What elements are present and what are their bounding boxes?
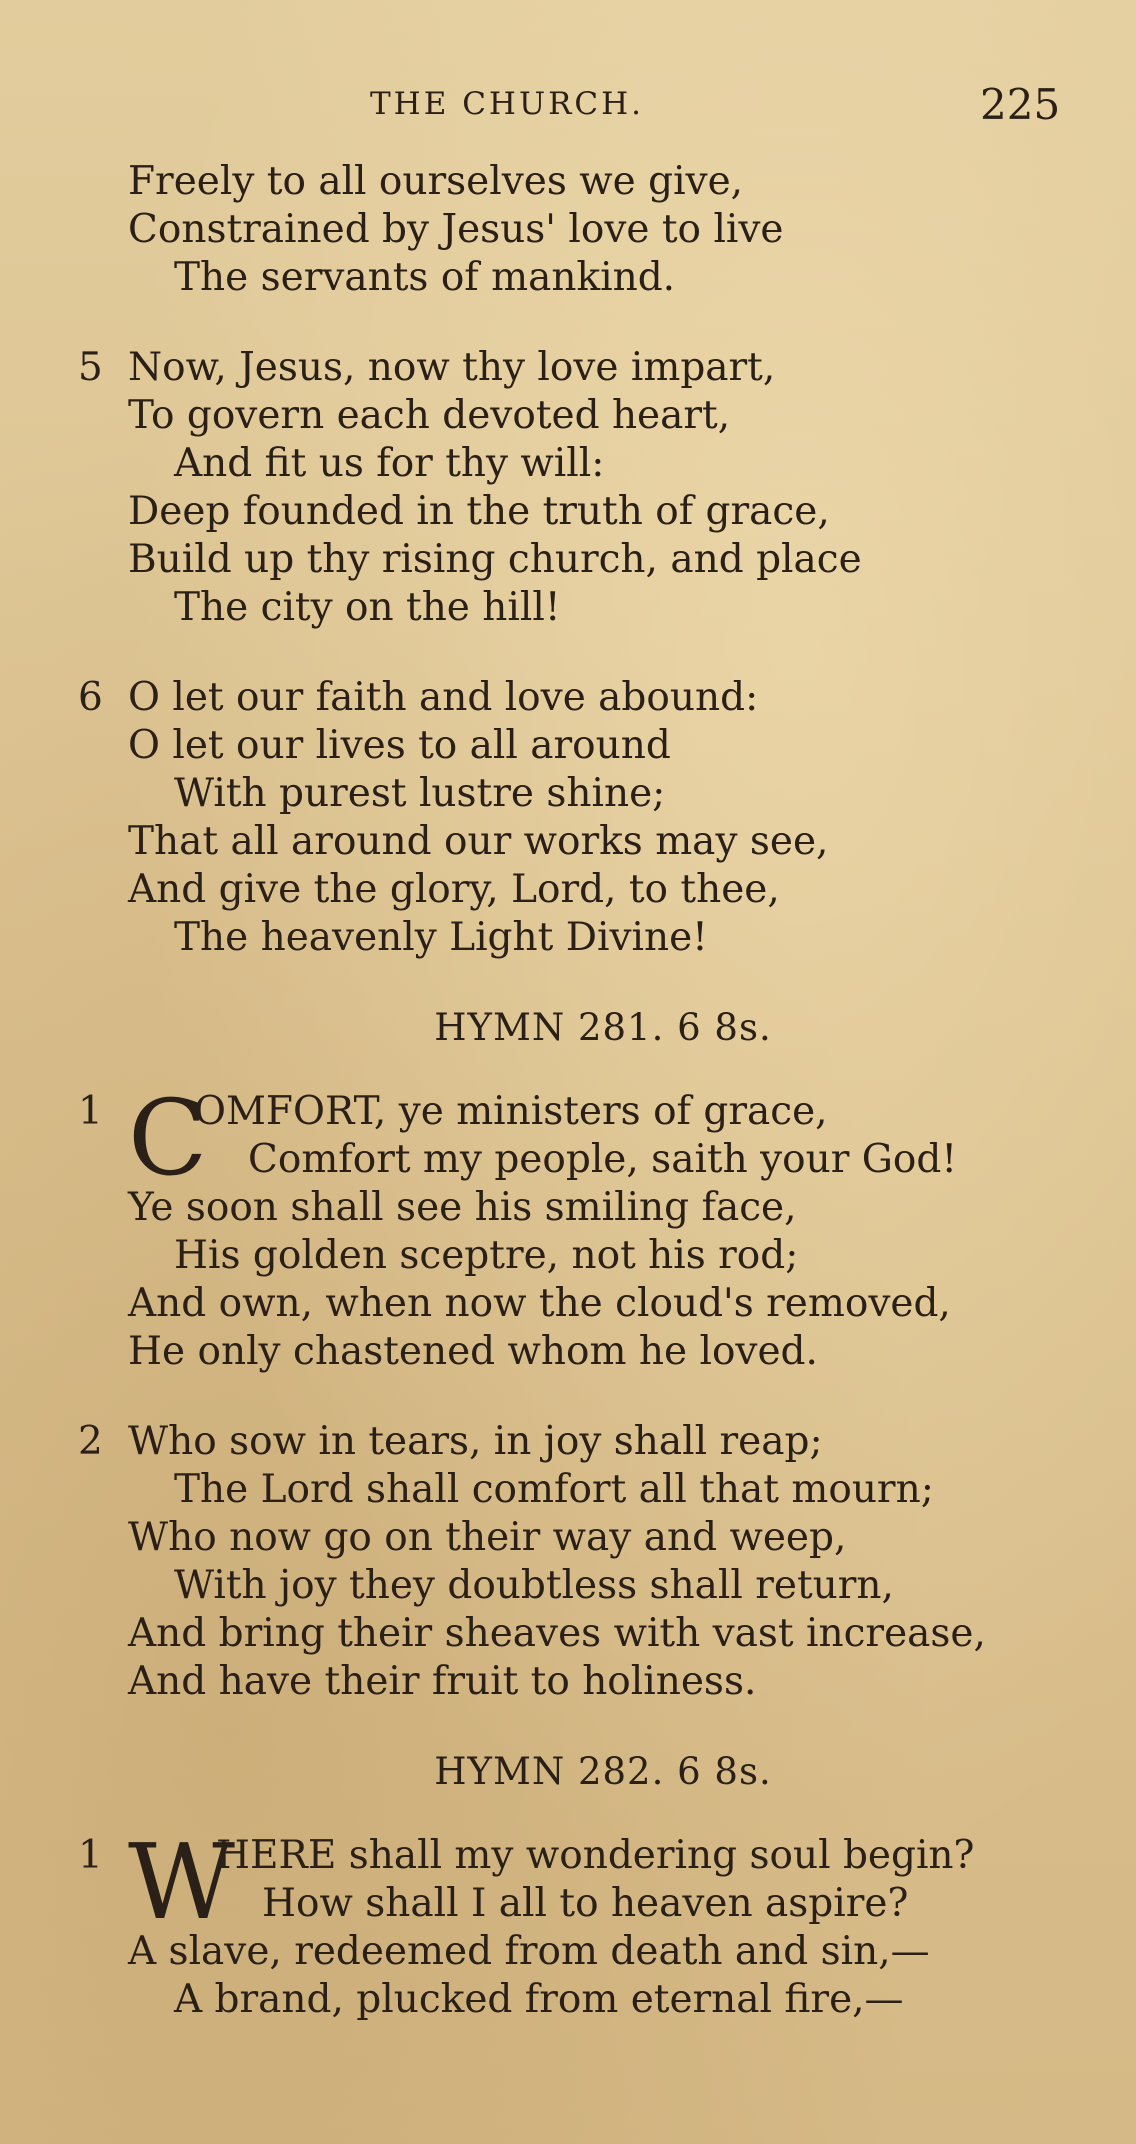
verse-line: With joy they doubtless shall return, [174, 1563, 894, 1608]
verse-line: Who now go on their way and weep, [128, 1515, 847, 1560]
page-content [78, 158, 1068, 2066]
verse-line: Now, Jesus, now thy love impart, [128, 345, 776, 390]
page-number: 225 [980, 80, 1061, 129]
verse-line: And have their fruit to holiness. [128, 1659, 757, 1704]
stanza-number: 6 [78, 675, 103, 720]
verse-line: Ye soon shall see his smiling face, [128, 1185, 797, 1230]
verse-line: Deep founded in the truth of grace, [128, 489, 830, 534]
verse-line: With purest lustre shine; [174, 771, 666, 816]
verse-line: How shall I all to heaven aspire? [262, 1881, 909, 1926]
stanza-number: 5 [78, 345, 103, 390]
hymn-282-title: HYMN 282. 6 8s. [434, 1750, 772, 1793]
verse-line: And own, when now the cloud's removed, [128, 1281, 951, 1326]
stanza-continuation [78, 158, 1068, 302]
verse-line: HERE shall my wondering soul begin? [216, 1833, 975, 1878]
verse-line: A brand, plucked from eternal fire,— [174, 1977, 904, 2022]
hymn-282-stanza-1 [78, 1821, 1068, 2024]
verse-line: Build up thy rising church, and place [128, 537, 862, 582]
verse-line: That all around our works may see, [128, 819, 829, 864]
hymn-281-title: HYMN 281. 6 8s. [434, 1006, 772, 1049]
verse-line: Constrained by Jesus' love to live [128, 207, 784, 252]
verse-line: His golden sceptre, not his rod; [174, 1233, 799, 1278]
verse-line: To govern each devoted heart, [128, 393, 731, 438]
stanza-5 [78, 344, 1068, 632]
verse-line: Freely to all ourselves we give, [128, 159, 744, 204]
stanza-number: 1 [78, 1089, 103, 1134]
verse-line: O let our lives to all around [128, 723, 671, 768]
hymn-281-stanza-2 [78, 1418, 1068, 1706]
hymn-281-stanza-1 [78, 1077, 1068, 1376]
verse-line: And fit us for thy will: [174, 441, 605, 486]
running-head: THE CHURCH. [370, 86, 645, 122]
verse-line: Who sow in tears, in joy shall reap; [128, 1419, 823, 1464]
verse-line: Comfort my people, saith your God! [248, 1137, 958, 1182]
stanza-number: 2 [78, 1419, 103, 1464]
verse-line: A slave, redeemed from death and sin,— [128, 1929, 930, 1974]
stanza-6 [78, 674, 1068, 962]
verse-line: He only chastened whom he loved. [128, 1329, 818, 1374]
page-header [0, 80, 1136, 130]
verse-line: The servants of mankind. [174, 255, 676, 300]
verse-line: And give the glory, Lord, to thee, [128, 867, 780, 912]
verse-line: O let our faith and love abound: [128, 675, 759, 720]
stanza-number: 1 [78, 1833, 103, 1878]
drop-cap: W [128, 1821, 235, 1943]
drop-cap: C [128, 1077, 208, 1199]
verse-line: The Lord shall comfort all that mourn; [174, 1467, 934, 1512]
verse-line: The city on the hill! [174, 585, 561, 630]
verse-line: And bring their sheaves with vast increase, [128, 1611, 986, 1656]
verse-line: The heavenly Light Divine! [174, 915, 708, 960]
verse-line: OMFORT, ye ministers of grace, [194, 1089, 828, 1134]
